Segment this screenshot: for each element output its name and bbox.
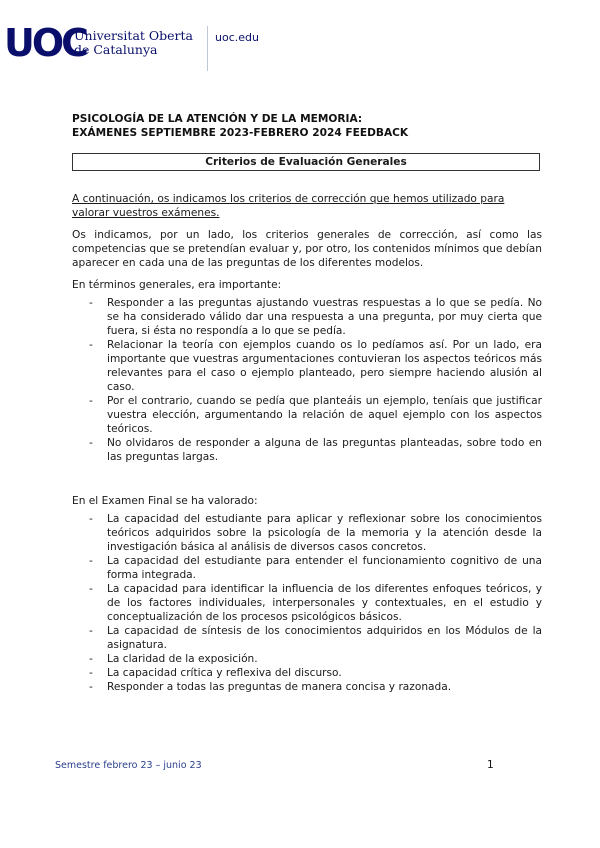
section-spacer [72, 470, 542, 494]
list-item: - La claridad de la exposición. [72, 652, 542, 666]
list-item: - Responder a las preguntas ajustando vuestras respuestas a lo que se pedía. No se ha considerado válido dar una respuesta a una pregunta, por muy cierta que fuera, si ésta no respondía a lo que se pedía. [72, 296, 542, 338]
list-item: - La capacidad del estudiante para entender el funcionamiento cognitivo de una forma integrada. [72, 554, 542, 582]
document-title [72, 112, 552, 140]
section-heading-box: Criterios de Evaluación Generales [72, 153, 540, 171]
header-divider [207, 26, 208, 71]
intro-paragraph: A continuación, os indicamos los criterios de corrección que hemos utilizado para valorar vuestros exámenes. [72, 193, 505, 219]
document-body [72, 192, 542, 700]
university-name [74, 29, 193, 57]
brand-line-1: Universitat Oberta [74, 28, 194, 43]
list-item: - No olvidaros de responder a alguna de las preguntas planteadas, sobre todo en las preguntas largas. [72, 436, 542, 464]
final-exam-criteria-list [72, 512, 542, 694]
list-item: - Relacionar la teoría con ejemplos cuando os lo pedíamos así. Por un lado, era importante que vuestras argumentaciones contuvieran los aspectos teóricos más relevantes para el caso o ejemplo planteado, pero siempre haciendo alusión al caso. [72, 338, 542, 394]
page-header [0, 0, 600, 80]
list-item: - La capacidad de síntesis de los conocimientos adquiridos en los Módulos de la asignatura. [72, 624, 542, 652]
final-exam-heading: En el Examen Final se ha valorado: [72, 495, 258, 507]
criteria-paragraph: Os indicamos, por un lado, los criterios generales de corrección, así como las competencias que se pretendían evaluar y, por otro, los contenidos mínimos que debían aparecer en cada una de las preguntas de los diferentes modelos. [72, 229, 542, 269]
general-criteria-list [72, 296, 542, 464]
list-item: - Por el contrario, cuando se pedía que planteáis un ejemplo, teníais que justificar vuestra elección, argumentando la relación de aquel ejemplo con los aspectos teóricos. [72, 394, 542, 436]
list-item: - La capacidad para identificar la influencia de los diferentes enfoques teóricos, y de los factores individuales, interpersonales y contextuales, en el estudio y conceptualización de los procesos psicológicos básicos. [72, 582, 542, 624]
title-line-1: PSICOLOGÍA DE LA ATENCIÓN Y DE LA MEMORIA: [72, 113, 363, 125]
title-line-2: EXÁMENES SEPTIEMBRE 2023-FEBRERO 2024 FEEDBACK [72, 127, 409, 139]
footer-semester: Semestre febrero 23 – junio 23 [55, 760, 202, 771]
page-number: 1 [487, 759, 494, 771]
general-heading: En términos generales, era importante: [72, 279, 282, 291]
list-item: - Responder a todas las preguntas de manera concisa y razonada. [72, 680, 542, 694]
list-item: - La capacidad crítica y reflexiva del discurso. [72, 666, 542, 680]
list-item: - La capacidad del estudiante para aplicar y reflexionar sobre los conocimientos teóricos adquiridos sobre la psicología de la memoria y la atención desde la investigación básica al análisis de diversos casos concretos. [72, 512, 542, 554]
uoc-logo: UOC [4, 21, 87, 65]
university-url: uoc.edu [215, 31, 259, 44]
brand-line-2: de Catalunya [74, 42, 158, 57]
